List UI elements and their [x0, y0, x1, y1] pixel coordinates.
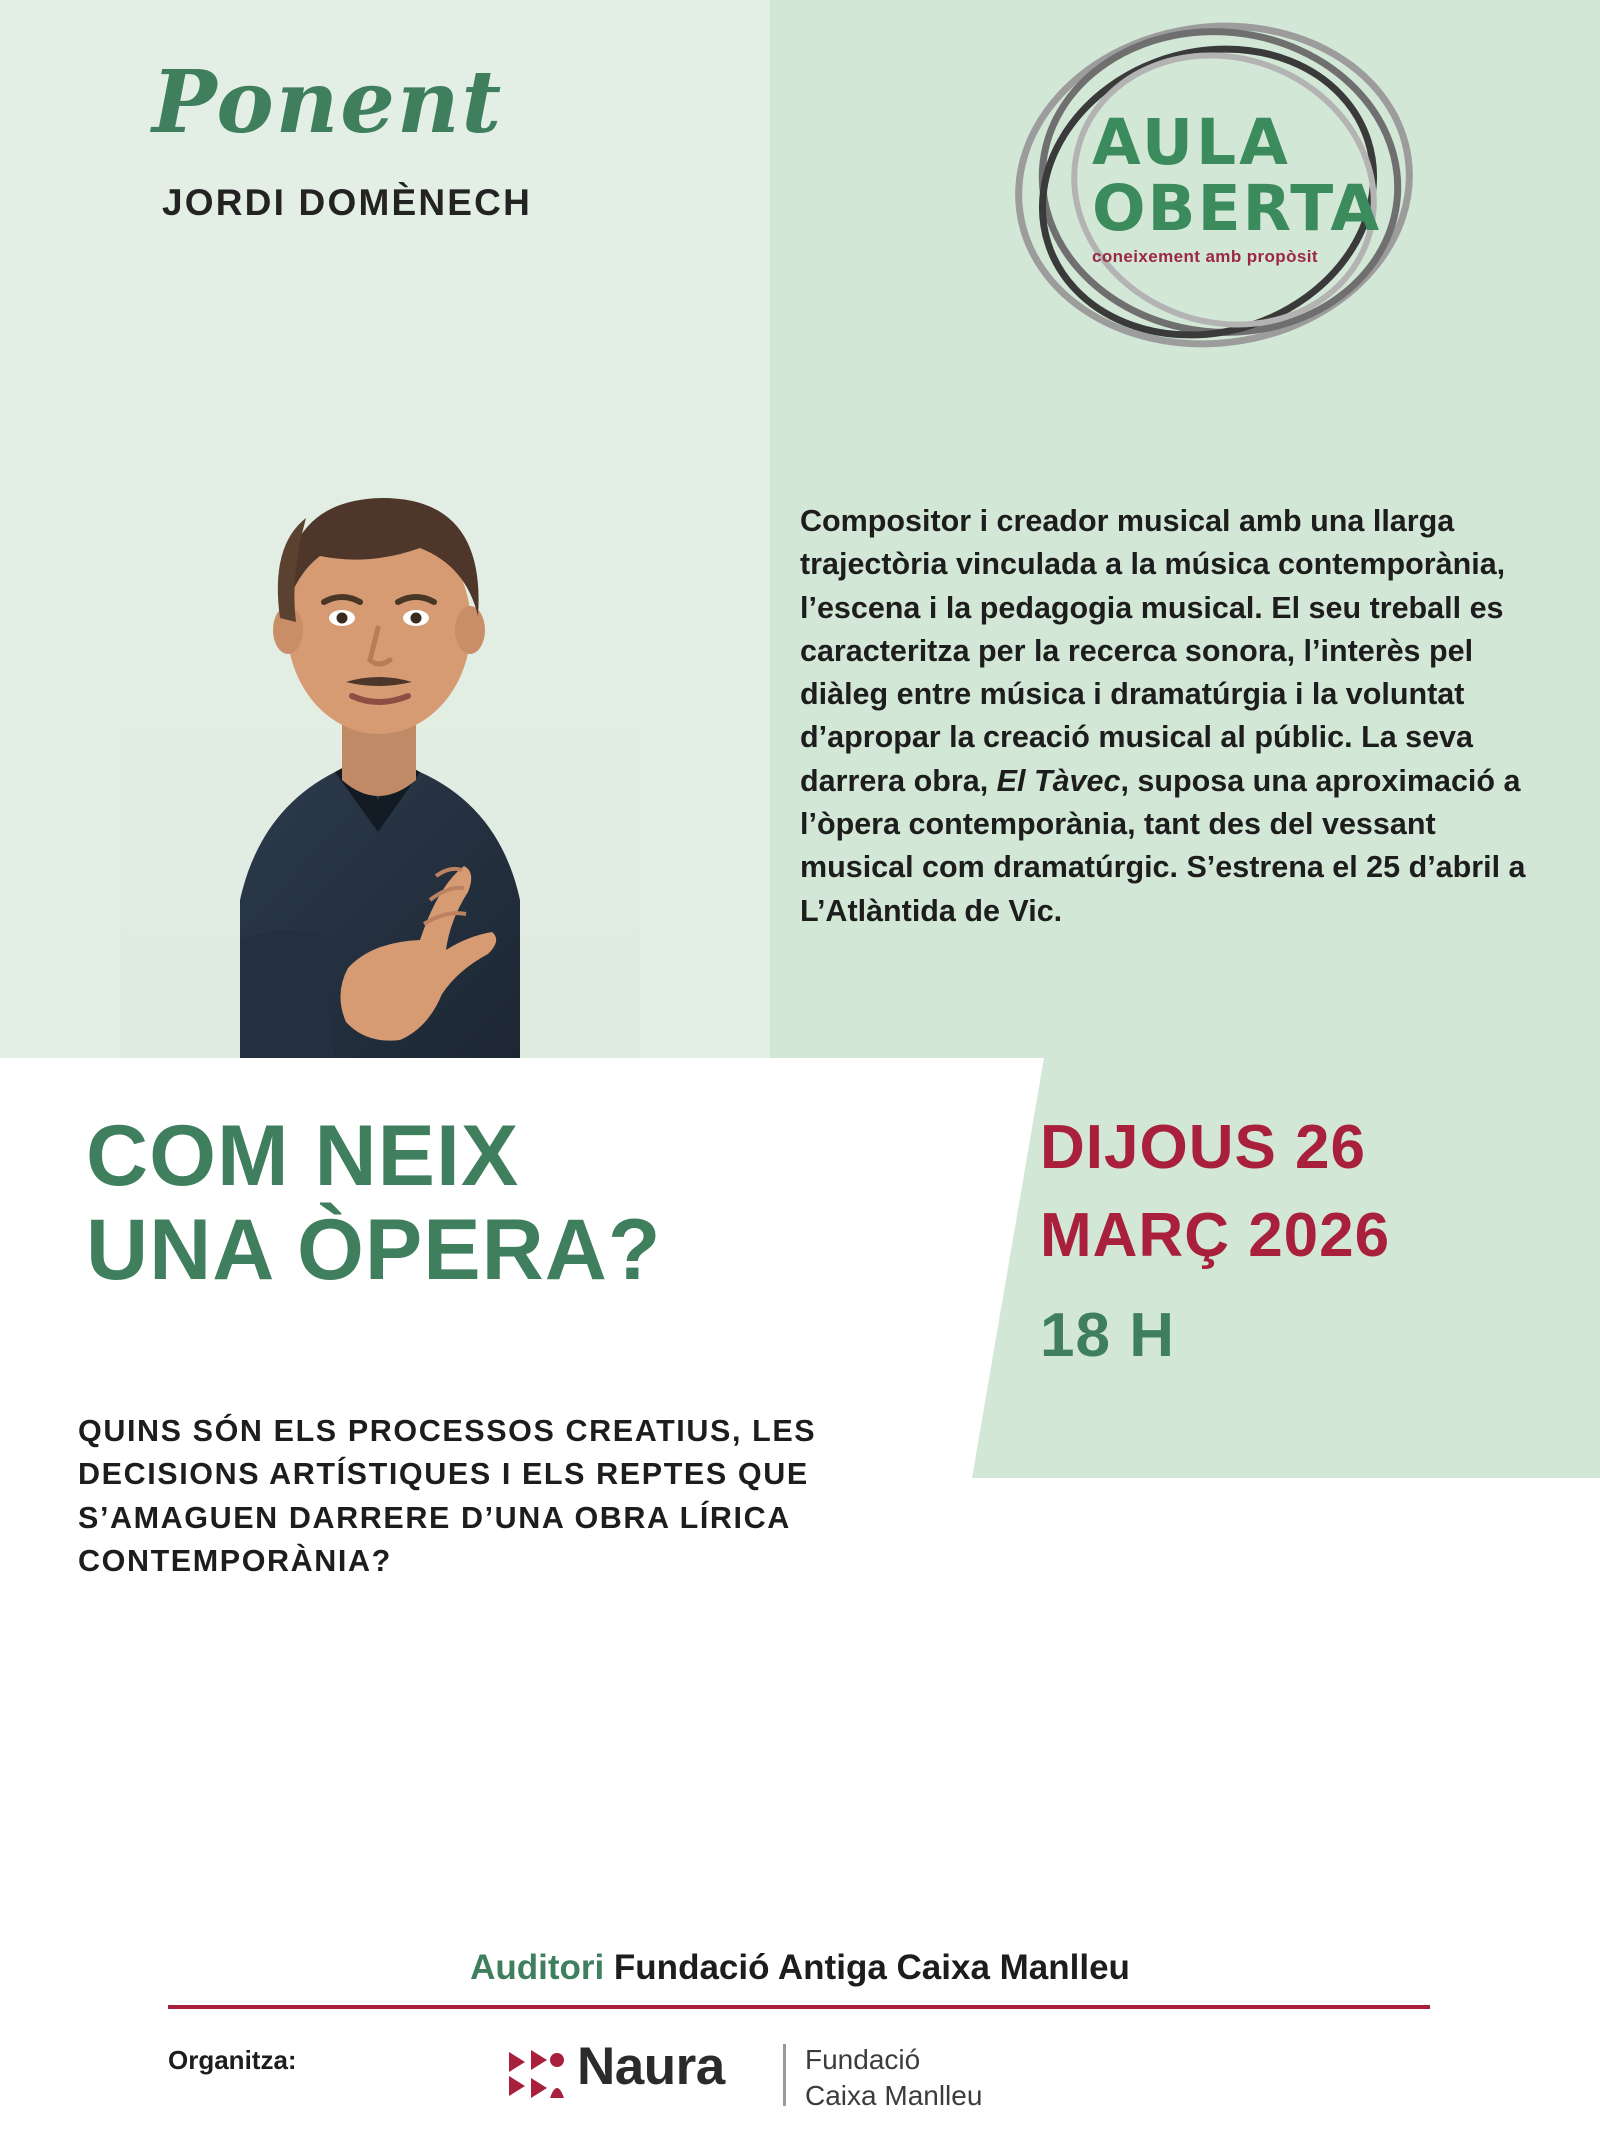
venue-line: [0, 1948, 1600, 1988]
background-panel-date-notch: [972, 1040, 1600, 1080]
footer-divider: [168, 2005, 1430, 2009]
sponsor-name: Naura: [577, 2037, 725, 2096]
bio-part-2: , suposa una aproximació a l’òpera contemporània, tant des del vessant musical com dramatúrgic. S’estrena el 25 d’abril a L’Atlàntida de Vic.: [800, 763, 1526, 928]
bio-part-1: Compositor i creador musical amb una llarga trajectòria vinculada a la música contemporània, l’escena i la pedagogia musical. El seu treball es caracteritza per la recerca sonora, l’interès pel diàleg entre música i dramatúrgia i la voluntat d’apropar la creació musical al públic. La seva darrera obra,: [800, 504, 1506, 798]
venue-accent: Auditori: [470, 1948, 605, 1987]
logo-tagline: coneixement amb propòsit: [1092, 247, 1318, 267]
venue-rest: Fundació Antiga Caixa Manlleu: [604, 1948, 1130, 1987]
speaker-bio: [800, 500, 1540, 933]
event-time: 18 H: [1040, 1301, 1175, 1370]
speaker-label: Ponent: [152, 52, 504, 153]
speaker-portrait: [120, 380, 640, 1058]
sponsor-sub-line-1: Fundació: [805, 2044, 921, 2075]
event-date-line-1: DIJOUS 26: [1040, 1113, 1367, 1182]
logo-line-oberta: OBERTA: [1092, 171, 1382, 245]
event-subtitle: QUINS SÓN ELS PROCESSOS CREATIUS, LES DECISIONS ARTÍSTIQUES I ELS REPTES QUE S’AMAGUEN DARRERE D’UNA OBRA LÍRICA CONTEMPORÀNIA?: [78, 1414, 817, 1578]
naura-mark-icon: [505, 2046, 569, 2102]
logo-line-aula: AULA: [1092, 106, 1291, 179]
event-title-line-2: UNA ÒPERA?: [86, 1201, 662, 1298]
event-date-line-2: MARÇ 2026: [1040, 1201, 1391, 1270]
sponsor-logo: [505, 2032, 1065, 2128]
aula-oberta-logo: [952, 10, 1472, 410]
event-title-line-1: COM NEIX: [86, 1108, 520, 1204]
logo-text-group: [1092, 106, 1392, 267]
event-title: [86, 1110, 956, 1297]
portrait-illustration: [120, 380, 640, 1058]
bio-work-title: El Tàvec: [996, 763, 1121, 798]
organizer-label: Organitza:: [168, 2045, 297, 2075]
sponsor-divider: [783, 2044, 786, 2106]
sponsor-sub-line-2: Caixa Manlleu: [805, 2080, 983, 2111]
speaker-name: JORDI DOMÈNECH: [162, 182, 532, 223]
